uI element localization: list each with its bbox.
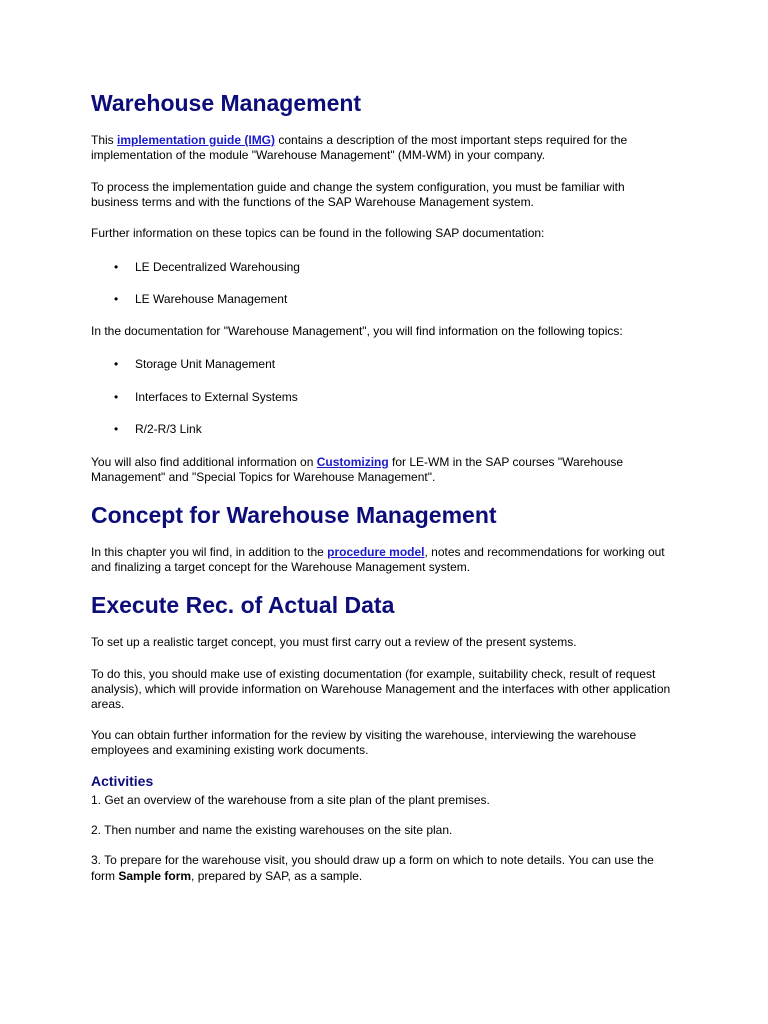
documentation-paragraph: To do this, you should make use of existing documentation (for example, suitability check, result of request analysis), which will provide information on Warehouse Management and the interfaces with other application areas. <box>91 667 671 711</box>
activity-3-pre: 3. To prepare for the warehouse visit, you should draw up a form on which to note details. You can use the form <box>91 853 654 883</box>
list-item <box>114 422 202 437</box>
activity-3 <box>91 852 671 884</box>
list-item <box>114 357 275 372</box>
list-item-label: Interfaces to External Systems <box>135 390 298 404</box>
bullet-icon: • <box>114 357 119 371</box>
concept-text-post: , notes and recommendations for working out and finalizing a target concept for the Warehouse Management system. <box>91 545 665 574</box>
concept-text-pre: In this chapter you wil find, in addition to the <box>91 545 328 559</box>
intro-text-pre: This <box>91 133 118 147</box>
config-paragraph: To process the implementation guide and change the system configuration, you must be familiar with business terms and with the functions of the SAP Warehouse Management system. <box>91 180 625 209</box>
list-item <box>114 292 287 307</box>
further-info-paragraph: Further information on these topics can be found in the following SAP documentation: <box>91 226 545 240</box>
heading-concept: Concept for Warehouse Management <box>91 502 497 528</box>
bullet-icon: • <box>114 422 119 436</box>
activity-1: 1. Get an overview of the warehouse from a site plan of the plant premises. <box>91 793 490 807</box>
concept-paragraph <box>91 545 671 575</box>
customizing-text-pre: You will also find additional information on <box>91 455 317 469</box>
list-item-label: R/2-R/3 Link <box>135 422 202 436</box>
intro-text-post: contains a description of the most important steps required for the implementation of the module "Warehouse Management" (MM-WM) in your company. <box>91 133 628 162</box>
review-paragraph: You can obtain further information for the review by visiting the warehouse, interviewing the warehouse employees and examining existing work documents. <box>91 728 637 757</box>
list-item-label: LE Warehouse Management <box>135 292 288 306</box>
customizing-paragraph <box>91 455 671 485</box>
target-concept-paragraph: To set up a realistic target concept, you must first carry out a review of the present systems. <box>91 635 577 649</box>
heading-warehouse-management: Warehouse Management <box>91 90 362 116</box>
bullet-icon: • <box>114 292 119 306</box>
list-item <box>114 260 300 275</box>
list-item-label: Storage Unit Management <box>135 357 276 371</box>
sample-form-label: Sample form <box>118 869 192 883</box>
procedure-model-link[interactable]: procedure model <box>327 545 425 559</box>
customizing-link[interactable]: Customizing <box>316 455 389 469</box>
activity-2: 2. Then number and name the existing warehouses on the site plan. <box>91 823 453 837</box>
topics-paragraph: In the documentation for "Warehouse Management", you will find information on the following topics: <box>91 324 623 338</box>
heading-activities: Activities <box>91 773 154 789</box>
heading-execute-rec: Execute Rec. of Actual Data <box>91 592 395 618</box>
list-item-label: LE Decentralized Warehousing <box>135 260 300 274</box>
customizing-text-post: for LE-WM in the SAP courses "Warehouse Management" and "Special Topics for Warehouse Management". <box>91 455 624 484</box>
intro-paragraph <box>91 133 671 163</box>
bullet-icon: • <box>114 260 119 274</box>
implementation-guide-link[interactable]: implementation guide (IMG) <box>117 133 276 147</box>
list-item <box>114 390 298 405</box>
activity-3-post: , prepared by SAP, as a sample. <box>191 869 363 883</box>
bullet-icon: • <box>114 390 119 404</box>
